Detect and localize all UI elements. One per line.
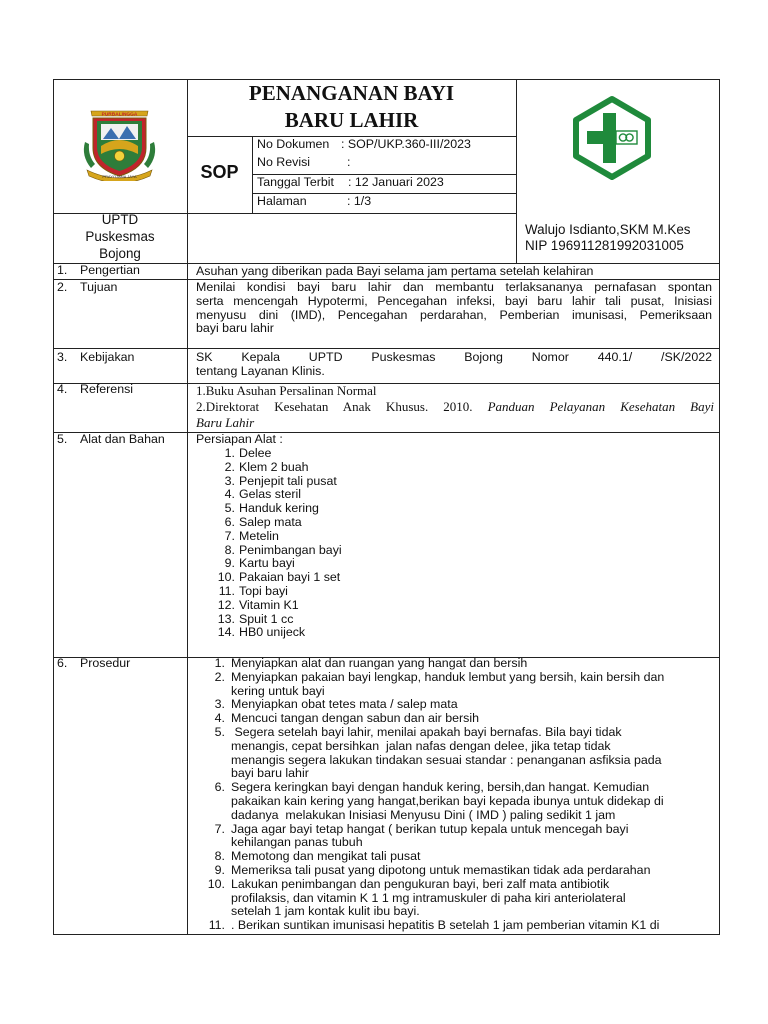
doc-field-no-revisi: No Revisi: [257, 155, 311, 169]
list-item-text: . Berikan suntikan imunisasi hepatitis B setelah 1 jam pemberian vitamin K1 di: [231, 918, 660, 933]
list-item-number: 2.: [214, 669, 225, 684]
list-item: [196, 626, 712, 640]
list-item-text: Topi bayi: [239, 583, 288, 598]
signer-name: Walujo Isdianto,SKM M.Kes: [525, 222, 691, 237]
list-item: [196, 557, 712, 571]
list-item: [196, 809, 718, 823]
list-item: [196, 671, 718, 685]
list-item-text: Memotong dan mengikat tali pusat: [231, 849, 421, 864]
list-item-number: 7.: [214, 821, 225, 836]
tujuan-text: [196, 281, 712, 336]
header-divider-right: [516, 79, 517, 263]
list-item-number: 3.: [224, 473, 235, 488]
list-item: [196, 726, 718, 740]
list-item-number: 4.: [214, 711, 225, 726]
row-label-tujuan: Tujuan: [80, 280, 118, 294]
list-item: [196, 878, 718, 892]
list-item-text: bayi baru lahir: [231, 766, 309, 781]
list-item: [196, 781, 718, 795]
list-item: [196, 657, 718, 671]
doc-field-tanggal-terbit: Tanggal Terbit: [257, 175, 334, 189]
list-item: [196, 613, 712, 627]
list-item-number: 11.: [218, 583, 235, 598]
border-bottom: [53, 934, 720, 935]
crest-motto-text: PRAYOJANA JAYA: [102, 174, 137, 179]
list-item-text: Vitamin K1: [239, 597, 299, 612]
org-line-2: Puskesmas: [85, 229, 155, 244]
list-item-number: 14.: [217, 625, 235, 640]
referensi-title: Panduan Pelayanan Kesehatan Bayi: [487, 399, 714, 414]
list-item-text: Segera keringkan bayi dengan handuk kering, bersih,dan hangat. Kemudian: [231, 780, 650, 795]
tujuan-line: bayi baru lahir: [196, 321, 274, 336]
list-item-text: Lakukan penimbangan dan pengukuran bayi, beri zalf mata antibiotik: [231, 876, 610, 891]
list-item-text: Penjepit tali pusat: [239, 473, 337, 488]
referensi-text: [196, 383, 714, 431]
referensi-title-cont: Baru Lahir: [196, 415, 255, 430]
sop-document: [53, 79, 720, 935]
row-number: 3.: [57, 350, 68, 364]
list-item-number: 9.: [224, 556, 235, 571]
list-item: [196, 502, 712, 516]
row-label-referensi: Referensi: [80, 382, 134, 396]
list-item-text: Kartu bayi: [239, 556, 295, 571]
list-item-number: 2.: [224, 459, 235, 474]
list-item-number: 9.: [214, 862, 225, 877]
list-item: [196, 475, 712, 489]
list-item-text: menangis segera lakukan tindakan sesuai standar : penanganan asfiksia pada: [231, 752, 662, 767]
list-item: [196, 544, 712, 558]
list-item-text: Klem 2 buah: [239, 459, 309, 474]
kebijakan-line: tentang Layanan Klinis.: [196, 363, 325, 378]
doc-field-label: No Dokumen: [257, 137, 330, 151]
list-item-text: Jaga agar bayi tetap hangat ( berikan tutup kepala untuk mencegah bayi: [231, 821, 629, 836]
list-item-number: 8.: [224, 542, 235, 557]
list-item: [196, 740, 718, 754]
tujuan-line: Menilai kondisi bayi baru lahir dan membantu terlaksananya pernafasan spontan: [196, 280, 712, 294]
list-item-text: Spuit 1 cc: [239, 611, 294, 626]
list-item-number: 6.: [224, 514, 235, 529]
list-item-text: Penimbangan bayi: [239, 542, 342, 557]
referensi-author: 2.Direktorat Kesehatan Anak Khusus. 2010.: [196, 399, 473, 414]
doc-field-tanggal-terbit-value: : 12 Januari 2023: [348, 175, 444, 189]
list-item-number: 8.: [214, 849, 225, 864]
tujuan-line: menyusu dini (IMD), Pencegahan perdarahan, Pemberian imunisasi, Pemeriksaan: [196, 307, 712, 322]
list-item: [196, 461, 712, 475]
list-item: [196, 685, 718, 699]
list-item: [196, 823, 718, 837]
alat-heading: Persiapan Alat :: [196, 432, 283, 446]
list-item-text: Metelin: [239, 528, 279, 543]
list-item-text: Delee: [239, 446, 272, 460]
prosedur-list: [196, 657, 718, 933]
list-item: [196, 530, 712, 544]
doc-field-no-dokumen-value: : SOP/UKP.360-III/2023: [341, 137, 471, 151]
list-item: [196, 767, 718, 781]
kebijakan-text: [196, 351, 712, 379]
list-item-text: setelah 1 jam kontak kulit ibu bayi.: [231, 904, 420, 919]
list-item: [196, 795, 718, 809]
sop-label: SOP: [200, 162, 239, 182]
list-item-text: Memeriksa tali pusat yang dipotong untuk memastikan tidak ada perdarahan: [231, 862, 651, 877]
row-number: 1.: [57, 263, 68, 277]
list-item-number: 5.: [224, 501, 235, 516]
list-item-text: Segera setelah bayi lahir, menilai apakah bayi bernafas. Bila bayi tidak: [231, 724, 622, 739]
row-label-prosedur: Prosedur: [80, 656, 131, 670]
list-item-text: Gelas steril: [239, 487, 301, 502]
document-title: [187, 80, 516, 134]
list-item: [196, 571, 712, 585]
list-item-text: Pakaian bayi 1 set: [239, 570, 341, 585]
list-item-text: kering untuk bayi: [231, 683, 325, 698]
list-item-text: menangis, cepat bersihkan jalan nafas dengan delee, jika tetap tidak: [231, 738, 611, 753]
list-item-number: 10.: [207, 876, 225, 891]
list-item: [196, 488, 712, 502]
border-left: [53, 79, 54, 935]
org-name: [53, 211, 187, 262]
row-number: 6.: [57, 656, 68, 670]
list-item-number: 5.: [214, 724, 225, 739]
row-label-kebijakan: Kebijakan: [80, 350, 135, 364]
doc-field-halaman-value: : 1/3: [347, 194, 372, 208]
row-number: 4.: [57, 382, 68, 396]
list-item-text: Menyiapkan alat dan ruangan yang hangat dan bersih: [231, 656, 528, 670]
list-item-number: 4.: [224, 487, 235, 502]
list-item-number: 12.: [217, 597, 235, 612]
row-label-alat: Alat dan Bahan: [80, 432, 165, 446]
list-item-number: 13.: [217, 611, 235, 626]
row-number: 5.: [57, 432, 68, 446]
doc-field-no-revisi-value: :: [347, 155, 351, 169]
tujuan-line: serta mencengah Hypotermi, Pencegahan infeksi, bayi baru lahir tali pusat, Inisiasi: [196, 293, 712, 308]
list-item-text: HB0 unijeck: [239, 625, 306, 640]
referensi-item-2: [196, 399, 714, 415]
list-item: [196, 447, 712, 461]
list-item: [196, 516, 712, 530]
list-item-text: Menyiapkan obat tetes mata / salep mata: [231, 697, 458, 712]
row-label-pengertian: Pengertian: [80, 263, 140, 277]
title-line-2: BARU LAHIR: [284, 108, 419, 132]
list-item: [196, 850, 718, 864]
border-right: [719, 79, 720, 935]
list-item: [196, 892, 718, 906]
list-item: [196, 919, 718, 933]
list-item: [196, 864, 718, 878]
list-item: [196, 599, 712, 613]
list-item-text: Handuk kering: [239, 501, 319, 516]
list-item: [196, 754, 718, 768]
doc-field-halaman: Halaman: [257, 194, 307, 208]
list-item: [196, 698, 718, 712]
org-line-3: Bojong: [99, 246, 141, 261]
pengertian-text: Asuhan yang diberikan pada Bayi selama jam pertama setelah kelahiran: [196, 264, 594, 278]
list-item: [196, 585, 712, 599]
list-item-number: 7.: [224, 528, 235, 543]
referensi-item-1: 1.Buku Asuhan Persalinan Normal: [196, 383, 377, 398]
col-divider: [187, 79, 188, 935]
list-item-text: kehilangan panas tubuh: [231, 835, 363, 850]
org-line-1: UPTD: [101, 212, 139, 227]
list-item-number: 3.: [214, 697, 225, 712]
list-item: [196, 836, 718, 850]
title-line-1: PENANGANAN BAYI: [248, 81, 455, 105]
crest-banner-text: PURBALINGGA: [101, 112, 138, 118]
doc-field-no-dokumen: [257, 138, 329, 152]
list-item-text: Salep mata: [239, 514, 302, 529]
list-item-text: pakaikan kain kering yang hangat,berikan bayi kepada ibunya untuk didekap di: [231, 793, 664, 808]
list-item-text: Menyiapkan pakaian bayi lengkap, handuk lembut yang bersih, kain bersih dan: [231, 669, 665, 684]
row-number: 2.: [57, 280, 68, 294]
list-item: [196, 712, 718, 726]
alat-list: [196, 447, 712, 640]
list-item-number: 11.: [208, 918, 225, 933]
signer-nip: NIP 196911281992031005: [525, 238, 684, 253]
kebijakan-line: SK Kepala UPTD Puskesmas Bojong Nomor 440.1/ /SK/2022: [196, 350, 712, 364]
signer-block: [525, 222, 690, 254]
list-item-text: profilaksis, dan vitamin K 1 1 mg intramuskuler di paha kiri anteriolateral: [231, 890, 626, 905]
list-item-text: Mencuci tangan dengan sabun dan air bersih: [231, 711, 479, 726]
purbalingga-crest-logo: [77, 106, 162, 181]
list-item-number: 6.: [214, 780, 225, 795]
list-item-number: 1.: [224, 446, 235, 460]
row2-bottom: [53, 348, 720, 349]
list-item: [196, 905, 718, 919]
list-item-number: 1.: [214, 656, 225, 670]
puskesmas-logo: [569, 95, 655, 181]
list-item-number: 10.: [217, 570, 235, 585]
list-item-text: dadanya melakukan Inisiasi Menyusu Dini ( IMD ) paling sedikit 1 jam: [231, 807, 616, 822]
